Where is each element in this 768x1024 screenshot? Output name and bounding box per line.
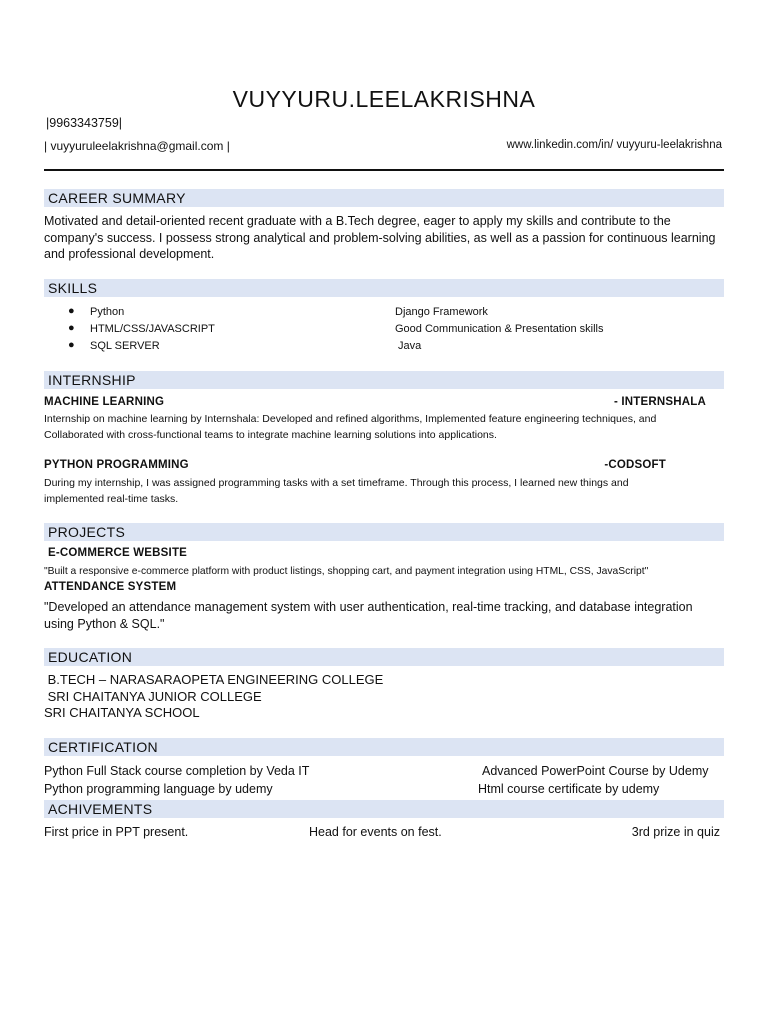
internship-title: MACHINE LEARNING (44, 396, 165, 408)
skill-item: SQL SERVER (90, 340, 160, 352)
section-header-certification (44, 738, 724, 756)
skill-item: Django Framework (395, 306, 488, 318)
education-list (44, 672, 720, 722)
resume-name: VUYYURU.LEELAKRISHNA (232, 86, 536, 112)
achievement-item: 3rd prize in quiz (631, 825, 720, 839)
internship-title: PYTHON PROGRAMMING (44, 459, 189, 471)
email-address: | vuyyuruleelakrishna@gmail.com | (44, 139, 230, 153)
project-title: E-COMMERCE WEBSITE (48, 547, 188, 559)
skill-item: HTML/CSS/JAVASCRIPT (90, 323, 215, 335)
internship-org: -CODSOFT (604, 459, 666, 471)
text-line: "Developed an attendance management system with user authentication, real-time tracking, and database integration (44, 600, 693, 614)
bullet-icon: ● (68, 322, 75, 334)
certification-item: Html course certificate by udemy (478, 782, 660, 796)
text-line: Motivated and detail-oriented recent graduate with a B.Tech degree, eager to apply my skills and contribute to the (44, 214, 671, 228)
text-line: Collaborated with cross-functional teams to integrate machine learning solutions into applications. (44, 429, 497, 441)
achievement-item: Head for events on fest. (309, 825, 442, 839)
text-line: implemented real-time tasks. (44, 493, 179, 505)
text-line: using Python & SQL." (44, 616, 165, 631)
section-title: SKILLS (48, 280, 98, 296)
section-header-achievements (44, 800, 724, 818)
education-item: B.TECH – NARASARAOPETA ENGINEERING COLLEGE (44, 672, 384, 687)
text-line: and professional development. (44, 247, 215, 261)
bullet-icon: ● (68, 339, 75, 351)
career-summary-text (44, 213, 720, 263)
bullet-icon: ● (68, 305, 75, 317)
section-title: ACHIVEMENTS (48, 801, 153, 817)
achievement-item: First price in PPT present. (44, 825, 189, 839)
skill-item: Good Communication & Presentation skills (395, 323, 604, 335)
header-divider (44, 169, 724, 171)
certification-item: Python programming language by udemy (44, 782, 273, 796)
section-title: PROJECTS (48, 524, 126, 540)
internship-org: - INTERNSHALA (613, 396, 706, 408)
section-title: EDUCATION (48, 649, 133, 665)
education-item: SRI CHAITANYA JUNIOR COLLEGE (44, 688, 262, 704)
certification-item: Python Full Stack course completion by Veda IT (44, 764, 310, 778)
text-line: Internship on machine learning by Internshala: Developed and refined algorithms, Implemented feature engineering techniques, and (44, 413, 657, 425)
section-title: INTERNSHIP (48, 372, 136, 388)
internship-description (44, 411, 720, 443)
section-header-education (44, 648, 724, 666)
skill-item: Java (398, 340, 422, 352)
section-header-skills (44, 279, 724, 297)
linkedin-url: www.linkedin.com/in/ vuyyuru-leelakrishna (506, 139, 722, 151)
project-title: ATTENDANCE SYSTEM (44, 581, 177, 593)
education-item: SRI CHAITANYA SCHOOL (44, 705, 200, 720)
section-header-internship (44, 371, 724, 389)
text-line: During my internship, I was assigned programming tasks with a set timeframe. Through this process, I learned new things and (44, 477, 629, 489)
section-title: CAREER SUMMARY (48, 190, 186, 206)
section-header-projects (44, 523, 724, 541)
skill-item: Python (90, 306, 125, 318)
project-description: "Built a responsive e-commerce platform with product listings, shopping cart, and payment integration using HTML, CSS, JavaScript" (44, 566, 649, 577)
phone-number: |9963343759| (46, 116, 123, 130)
project-description (44, 599, 720, 632)
text-line: company's success. I possess strong analytical and problem-solving abilities, as well as a passion for continuous learning (44, 230, 716, 245)
section-title: CERTIFICATION (48, 739, 158, 755)
section-header-career-summary (44, 189, 724, 207)
internship-description (44, 475, 720, 507)
certification-item: Advanced PowerPoint Course by Udemy (482, 764, 709, 778)
